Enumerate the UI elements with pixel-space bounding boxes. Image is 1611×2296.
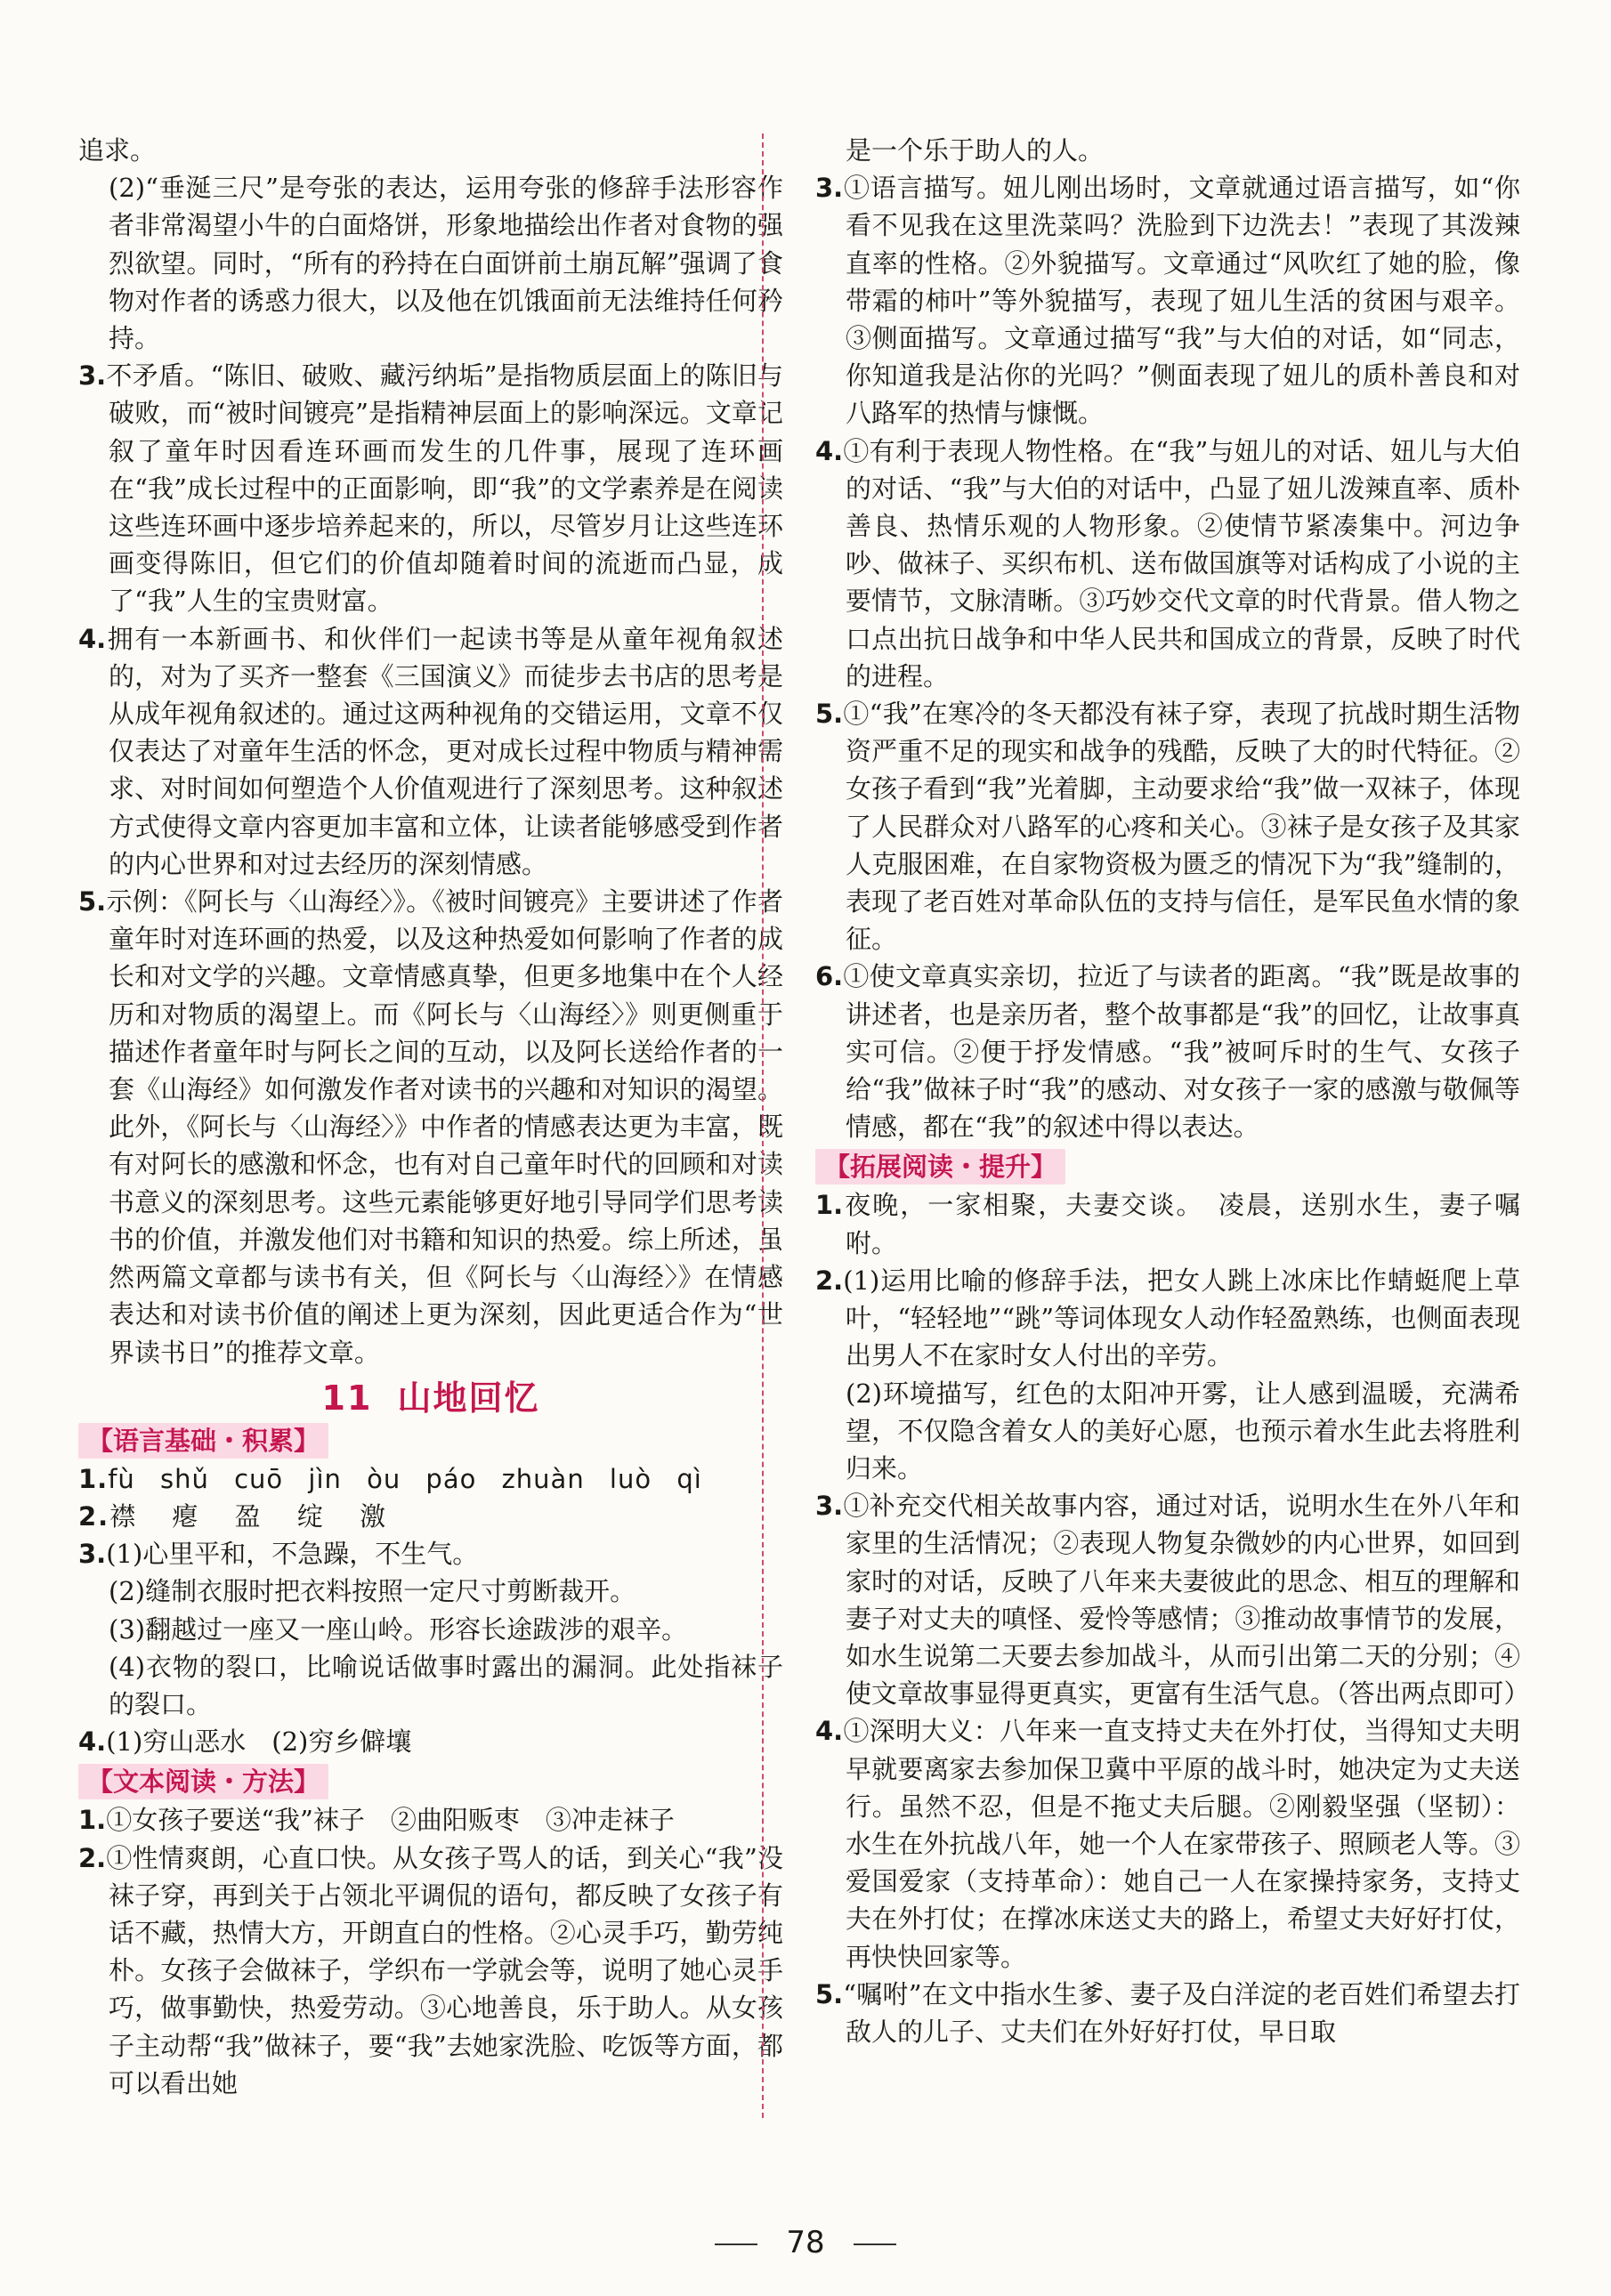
- answer-text: 襟 瘪 盈 绽 激: [109, 1500, 388, 1532]
- question-number: 4.: [78, 623, 107, 654]
- answer-text: 是一个乐于助人的人。: [846, 135, 1105, 166]
- answer-text: ①女孩子要送“我”袜子 ②曲阳贩枣 ③冲走袜子: [106, 1805, 675, 1836]
- answer-paragraph: [78, 1723, 783, 1760]
- answer-paragraph: [815, 169, 1520, 432]
- answer-text: “嘱咐”在文中指水生爹、妻子及白洋淀的老百姓们希望去打敌人的儿子、丈夫们在外好好打仗，早日取: [843, 1978, 1520, 2047]
- column-divider: [762, 133, 764, 2118]
- question-number: 6.: [815, 961, 844, 992]
- question-number: 3.: [78, 1539, 107, 1570]
- answer-text: 示例：《阿长与〈山海经〉》。《被时间镀亮》主要讲述了作者童年时对连环画的热爱，以及这种热爱如何影响了作者的成长和对文学的兴趣。文章情感真挚，但更多地集中在个人经历和对物质的渴望上。而《阿长与〈山海经〉》则更侧重于描述作者童年时与阿长之间的互动，以及阿长送给作者的一套《山海经》如何激发作者对读书的兴趣和对知识的渴望。此外，《阿长与〈山海经〉》中作者的情感表达更为丰富，既有对阿长的感激和怀念，也有对自己童年时代的回顾和对读书意义的深刻思考。这些元素能够更好地引导同学们思考读书的价值，并激发他们对书籍和知识的热爱。综上所述，虽然两篇文章都与读书有关，但《阿长与〈山海经〉》在情感表达和对读书价值的阐述上更为深刻，因此更适合作为“世界读书日”的推荐文章。: [106, 886, 783, 1368]
- answer-paragraph: [815, 1375, 1520, 1488]
- left-column: [78, 132, 783, 2102]
- section-heading: [815, 1149, 1520, 1184]
- answer-text: ①性情爽朗，心直口快。从女孩子骂人的话，到关心“我”没袜子穿，再到关于占领北平调侃的语句，都反映了女孩子有话不藏，热情大方，开朗直白的性格。②心灵手巧，勤劳纯朴。女孩子会做袜子，学织布一学就会等，说明了她心灵手巧，做事勤快，热爱劳动。③心地善良，乐于助人。从女孩子主动帮“我”做袜子，要“我”去她家洗脸、吃饭等方面，都可以看出她: [106, 1842, 783, 2098]
- section-heading: [78, 1423, 783, 1459]
- answer-text: 拥有一本新画书、和伙伴们一起读书等是从童年视角叙述的，对为了买齐一整套《三国演义》而徒步去书店的思考是从成年视角叙述的。通过这两种视角的交错运用，文章不仅仅表达了对童年生活的怀念，更对成长过程中物质与精神需求、对时间如何塑造个人价值观进行了深刻思考。这种叙述方式使得文章内容更加丰富和立体，让读者能够感受到作者的内心世界和对过去经历的深刻情感。: [106, 623, 783, 879]
- answer-text: ①深明大义：八年来一直支持丈夫在外打仗，当得知丈夫明早就要离家去参加保卫冀中平原的战斗时，她决定为丈夫送行。虽然不忍，但是不拖丈夫后腿。②刚毅坚强（坚韧）：水生在外抗战八年，她一个人在家带孩子、照顾老人等。③爱国爱家（支持革命）：她自己一人在家操持家务，支持丈夫在外打仗；在撑冰床送丈夫的路上，希望丈夫好好打仗，再快快回家等。: [843, 1716, 1520, 1972]
- lesson-title-text: 山地回忆: [397, 1377, 540, 1418]
- answer-text: (1)运用比喻的修辞手法，把女人跳上冰床比作蜻蜓爬上草叶，“轻轻地”“跳”等词体现女人动作轻盈熟练，也侧面表现出男人不在家时女人付出的辛劳。: [843, 1265, 1520, 1371]
- lesson-number: 11: [321, 1378, 373, 1418]
- answer-paragraph: [815, 1262, 1520, 1375]
- answer-paragraph: [815, 695, 1520, 958]
- question-number: 5.: [815, 1978, 844, 2009]
- answer-text: ①补充交代相关故事内容，通过对话，说明水生在外八年和家里的生活情况；②表现人物复杂微妙的内心世界，如回到家时的对话，反映了八年来夫妻彼此的思念、相互的理解和妻子对丈夫的嗔怪、爱怜等感情；③推动故事情节的发展，如水生说第二天要去参加战斗，从而引出第二天的分别；④使文章故事显得更真实，更富有生活气息。（答出两点即可）: [843, 1491, 1530, 1710]
- answer-paragraph: [815, 1712, 1520, 1975]
- question-number: 2.: [78, 1842, 107, 1873]
- question-number: 2.: [78, 1500, 110, 1532]
- section-heading-label: 【拓展阅读・提升】: [815, 1149, 1065, 1184]
- section-heading: [78, 1764, 783, 1799]
- page-number-dash-right: [854, 2243, 896, 2245]
- answer-text: (2)环境描写，红色的太阳冲开雾，让人感到温暖，充满希望，不仅隐含着女人的美好心愿，也预示着水生此去将胜利归来。: [846, 1378, 1520, 1484]
- answer-text: (1)心里平和，不急躁，不生气。: [106, 1539, 479, 1570]
- answer-text: fù shǔ cuō jìn òu páo zhuàn luò qì: [108, 1463, 702, 1494]
- section-heading-label: 【文本阅读・方法】: [78, 1764, 328, 1799]
- question-number: 1.: [78, 1805, 107, 1836]
- answer-paragraph: [815, 1186, 1520, 1261]
- answer-text: ①使文章真实亲切，拉近了与读者的距离。“我”既是故事的讲述者，也是亲历者，整个故事都是“我”的回忆，让故事真实可信。②便于抒发情感。“我”被呵斥时的生气、女孩子给“我”做袜子时“我”的感动、对女孩子一家的感激与敬佩等情感，都在“我”的叙述中得以表达。: [843, 961, 1520, 1143]
- question-number: 3.: [815, 1491, 844, 1522]
- answer-paragraph: [78, 1572, 783, 1610]
- answer-text: 夜晚，一家相聚，夫妻交谈。 凌晨，送别水生，妻子嘱咐。: [843, 1190, 1520, 1258]
- question-number: 1.: [815, 1190, 844, 1221]
- lesson-title: [78, 1377, 783, 1419]
- page-number-text: 78: [786, 2225, 825, 2260]
- answer-text: (3)翻越过一座又一座山岭。形容长途跋涉的艰辛。: [109, 1613, 688, 1645]
- question-number: 4.: [78, 1726, 107, 1758]
- answer-paragraph: [815, 1487, 1530, 1712]
- question-number: 4.: [815, 435, 844, 466]
- answer-paragraph: [815, 958, 1520, 1145]
- answer-paragraph: [78, 357, 783, 619]
- answer-paragraph: [78, 1611, 783, 1648]
- section-heading-label: 【语言基础・积累】: [78, 1423, 328, 1459]
- answer-paragraph: [815, 132, 1520, 169]
- page-number-dash-left: [715, 2243, 757, 2245]
- answer-text: 追求。: [78, 135, 157, 166]
- answer-paragraph: [78, 620, 783, 883]
- answer-paragraph: [815, 433, 1520, 695]
- answer-text: ①有利于表现人物性格。在“我”与妞儿的对话、妞儿与大伯的对话、“我”与大伯的对话中，凸显了妞儿泼辣直率、质朴善良、热情乐观的人物形象。②使情节紧凑集中。河边争吵、做袜子、买织布机、送布做国旗等对话构成了小说的主要情节，文脉清晰。③巧妙交代文章的时代背景。借人物之口点出抗日战争和中华人民共和国成立的背景，反映了时代的进程。: [843, 435, 1520, 691]
- answer-paragraph: [78, 1839, 783, 2102]
- answer-paragraph: [78, 169, 783, 357]
- answer-text: (1)穷山恶水 (2)穷乡僻壤: [106, 1726, 412, 1758]
- question-number: 5.: [815, 699, 844, 730]
- answer-paragraph: [78, 1535, 783, 1572]
- answer-paragraph: [815, 1976, 1520, 2050]
- right-column: [815, 132, 1530, 2050]
- question-number: 5.: [78, 886, 107, 918]
- answer-paragraph: [78, 1648, 783, 1723]
- answer-paragraph: [78, 1801, 783, 1839]
- answer-text: (4)衣物的裂口，比喻说话做事时露出的漏洞。此处指袜子的裂口。: [109, 1651, 783, 1719]
- answer-paragraph: [78, 132, 783, 169]
- question-number: 2.: [815, 1265, 844, 1296]
- answer-paragraph: [78, 1498, 783, 1535]
- question-number: 3.: [78, 360, 107, 392]
- question-number: 4.: [815, 1716, 844, 1747]
- answer-text: ①语言描写。妞儿刚出场时，文章就通过语言描写，如“你看不见我在这里洗菜吗？洗脸到下边洗去！”表现了其泼辣直率的性格。②外貌描写。文章通过“风吹红了她的脸，像带霜的柿叶”等外貌描写，表现了妞儿生活的贫困与艰辛。③侧面描写。文章通过描写“我”与大伯的对话，如“同志，你知道我是沾你的光吗？”侧面表现了妞儿的质朴善良和对八路军的热情与慷慨。: [843, 173, 1520, 429]
- answer-paragraph: [78, 1460, 783, 1498]
- page-number: [0, 2225, 1611, 2260]
- answer-text: (2)缝制衣服时把衣料按照一定尺寸剪断裁开。: [109, 1576, 636, 1607]
- answer-text: (2)“垂涎三尺”是夸张的表达，运用夸张的修辞手法形容作者非常渴望小牛的白面烙饼，形象地描绘出作者对食物的强烈欲望。同时，“所有的矜持在白面饼前土崩瓦解”强调了食物对作者的诱惑力很大，以及他在饥饿面前无法维持任何矜持。: [109, 173, 783, 354]
- answer-text: ①“我”在寒冷的冬天都没有袜子穿，表现了抗战时期生活物资严重不足的现实和战争的残酷，反映了大的时代特征。②女孩子看到“我”光着脚，主动要求给“我”做一双袜子，体现了人民群众对八路军的心疼和关心。③袜子是女孩子及其家人克服困难，在自家物资极为匮乏的情况下为“我”缝制的，表现了老百姓对革命队伍的支持与信任，是军民鱼水情的象征。: [843, 699, 1520, 955]
- question-number: 3.: [815, 173, 844, 204]
- answer-paragraph: [78, 883, 783, 1371]
- answer-text: 不矛盾。“陈旧、破败、藏污纳垢”是指物质层面上的陈旧与破败，而“被时间镀亮”是指精神层面上的影响深远。文章记叙了童年时因看连环画而发生的几件事，展现了连环画在“我”成长过程中的正面影响，即“我”的文学素养是在阅读这些连环画中逐步培养起来的，所以，尽管岁月让这些连环画变得陈旧，但它们的价值却随着时间的流逝而凸显，成了“我”人生的宝贵财富。: [106, 360, 783, 617]
- question-number: 1.: [78, 1463, 109, 1494]
